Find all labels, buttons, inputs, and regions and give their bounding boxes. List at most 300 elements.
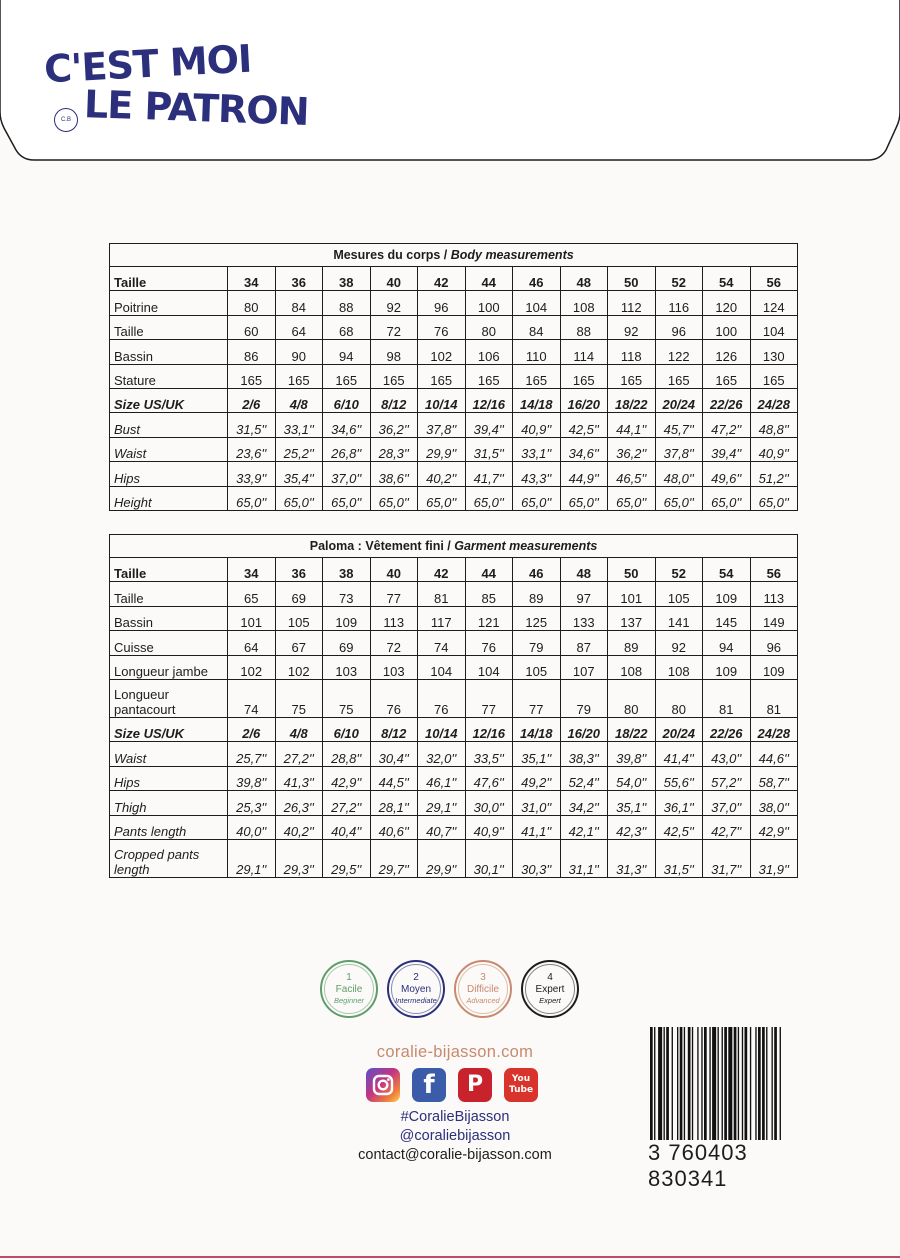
table-cell: 94: [703, 631, 751, 655]
table-cell: 33,1'': [275, 413, 323, 437]
table-cell: 47,2'': [703, 413, 751, 437]
table-cell: 29,9'': [418, 839, 466, 877]
table-cell: 118: [608, 340, 656, 364]
difficulty-level-badge: [320, 960, 378, 1018]
us-size-cell: 16/20: [560, 388, 608, 412]
table-cell: 89: [513, 582, 561, 606]
difficulty-level-en: Beginner: [333, 996, 365, 1005]
size-header-cell: 34: [228, 267, 276, 291]
table-cell: 74: [418, 631, 466, 655]
table-cell: 104: [513, 291, 561, 315]
us-size-cell: 20/24: [655, 388, 703, 412]
table-cell: 103: [323, 655, 371, 679]
table-cell: 37,0'': [703, 791, 751, 815]
instagram-glyph: [366, 1068, 400, 1102]
table-cell: 46,1'': [418, 766, 466, 790]
table-cell: 165: [608, 364, 656, 388]
table-cell: 141: [655, 606, 703, 630]
table-cell: 38,6'': [370, 462, 418, 486]
table-cell: 102: [228, 655, 276, 679]
row-label: Size US/UK: [110, 717, 228, 741]
table-cell: 89: [608, 631, 656, 655]
us-size-cell: 14/18: [513, 388, 561, 412]
table-cell: 109: [323, 606, 371, 630]
table-cell: 46,5'': [608, 462, 656, 486]
table-cell: 27,2'': [323, 791, 371, 815]
table-row: [110, 655, 798, 679]
size-header-cell: 48: [560, 267, 608, 291]
table-cell: 41,1'': [513, 815, 561, 839]
pinterest-icon[interactable]: P: [458, 1068, 492, 1102]
table-cell: 109: [750, 655, 798, 679]
table-cell: 28,3'': [370, 437, 418, 461]
table-cell: 57,2'': [703, 766, 751, 790]
table-cell: 165: [370, 364, 418, 388]
table-cell: 33,1'': [513, 437, 561, 461]
garment-measurements-table: [109, 534, 798, 878]
difficulty-level-n: 4: [547, 972, 553, 983]
table-cell: 31,3'': [608, 839, 656, 877]
table-cell: 80: [655, 679, 703, 717]
table-cell: 36,2'': [608, 437, 656, 461]
table-cell: 31,7'': [703, 839, 751, 877]
table-cell: 60: [228, 315, 276, 339]
barcode-bar: [688, 1027, 691, 1145]
table-cell: 38,0'': [750, 791, 798, 815]
difficulty-level-en: Intermediate: [395, 996, 437, 1005]
table-row: [110, 315, 798, 339]
table-cell: 38,3'': [560, 742, 608, 766]
difficulty-level-badge: [521, 960, 579, 1018]
table-cell: 39,8'': [608, 742, 656, 766]
table-cell: 101: [228, 606, 276, 630]
table-cell: 96: [655, 315, 703, 339]
table-cell: 30,0'': [465, 791, 513, 815]
table-cell: 29,1'': [228, 839, 276, 877]
table-cell: 25,2'': [275, 437, 323, 461]
table-cell: 105: [513, 655, 561, 679]
table-cell: 42,9'': [323, 766, 371, 790]
table-cell: 114: [560, 340, 608, 364]
us-size-cell: 24/28: [750, 388, 798, 412]
table-cell: 81: [418, 582, 466, 606]
barcode-bar: [712, 1027, 716, 1145]
table-cell: 64: [228, 631, 276, 655]
table-cell: 65,0'': [655, 486, 703, 510]
size-header-cell: 50: [608, 267, 656, 291]
table-cell: 80: [465, 315, 513, 339]
table-cell: 31,1'': [560, 839, 608, 877]
table-cell: 35,4'': [275, 462, 323, 486]
table-cell: 36,1'': [655, 791, 703, 815]
table-cell: 108: [608, 655, 656, 679]
size-header-cell: 42: [418, 558, 466, 582]
table-cell: 39,4'': [703, 437, 751, 461]
table-cell: 43,3'': [513, 462, 561, 486]
table-cell: 65,0'': [228, 486, 276, 510]
table-cell: 43,0'': [703, 742, 751, 766]
difficulty-level-n: 3: [480, 972, 486, 983]
row-label: Longueur jambe: [110, 655, 228, 679]
table-cell: 26,8'': [323, 437, 371, 461]
barcode-bar: [758, 1027, 761, 1145]
table-cell: 28,8'': [323, 742, 371, 766]
table-cell: 41,4'': [655, 742, 703, 766]
barcode-bar: [701, 1027, 702, 1145]
table-cell: 42,5'': [560, 413, 608, 437]
row-label: Bust: [110, 413, 228, 437]
table-cell: 68: [323, 315, 371, 339]
table-cell: 102: [275, 655, 323, 679]
table-cell: 130: [750, 340, 798, 364]
table-cell: 29,9'': [418, 437, 466, 461]
table-cell: 72: [370, 315, 418, 339]
table-row: [110, 437, 798, 461]
size-header-cell: 46: [513, 558, 561, 582]
us-size-cell: 14/18: [513, 717, 561, 741]
table-cell: 40,4'': [323, 815, 371, 839]
table-cell: 165: [275, 364, 323, 388]
table-cell: 125: [513, 606, 561, 630]
size-header-cell: 44: [465, 558, 513, 582]
email-link[interactable]: contact@coralie-bijasson.com: [358, 1147, 552, 1163]
table-cell: 26,3'': [275, 791, 323, 815]
table-cell: 77: [513, 679, 561, 717]
table-cell: 41,7'': [465, 462, 513, 486]
difficulty-level-n: 2: [413, 972, 419, 983]
row-label: Taille: [110, 582, 228, 606]
table-cell: 96: [750, 631, 798, 655]
table-cell: 36,2'': [370, 413, 418, 437]
size-header-cell: 52: [655, 267, 703, 291]
table-cell: 40,6'': [370, 815, 418, 839]
table-cell: 52,4'': [560, 766, 608, 790]
barcode-bar: [766, 1027, 767, 1145]
table-cell: 108: [655, 655, 703, 679]
table-cell: 65: [228, 582, 276, 606]
table-cell: 81: [750, 679, 798, 717]
table-cell: 79: [513, 631, 561, 655]
size-header-cell: 38: [323, 558, 371, 582]
row-label: Cropped pants length: [110, 839, 228, 877]
table-cell: 65,0'': [370, 486, 418, 510]
handle-text[interactable]: @coraliebijasson: [399, 1128, 511, 1144]
difficulty-level-fr: Facile: [335, 984, 363, 995]
table-cell: 29,5'': [323, 839, 371, 877]
size-header-cell: 36: [275, 558, 323, 582]
table-cell: 31,0'': [513, 791, 561, 815]
table-row: [110, 486, 798, 510]
row-label: Hips: [110, 766, 228, 790]
us-size-cell: 24/28: [750, 717, 798, 741]
table-cell: 112: [608, 291, 656, 315]
table-row: [110, 606, 798, 630]
table-cell: 30,3'': [513, 839, 561, 877]
table-cell: 49,6'': [703, 462, 751, 486]
size-header-cell: 36: [275, 267, 323, 291]
website-link[interactable]: coralie-bijasson.com: [376, 1043, 534, 1061]
social-icons: [366, 1068, 546, 1104]
table-row: [110, 631, 798, 655]
row-label: Waist: [110, 742, 228, 766]
table-cell: 105: [275, 606, 323, 630]
table-cell: 77: [370, 582, 418, 606]
table-cell: 113: [750, 582, 798, 606]
table-row: [110, 815, 798, 839]
us-size-cell: 4/8: [275, 388, 323, 412]
size-header-row: [110, 267, 798, 291]
table-cell: 137: [608, 606, 656, 630]
table-cell: 31,5'': [228, 413, 276, 437]
table-cell: 47,6'': [465, 766, 513, 790]
table-cell: 40,2'': [275, 815, 323, 839]
table-cell: 27,2'': [275, 742, 323, 766]
us-size-cell: 18/22: [608, 717, 656, 741]
table-cell: 44,5'': [370, 766, 418, 790]
difficulty-levels: [320, 960, 590, 1024]
table-cell: 165: [703, 364, 751, 388]
table-cell: 40,0'': [228, 815, 276, 839]
table-cell: 86: [228, 340, 276, 364]
difficulty-level-fr: Expert: [535, 984, 565, 995]
table-cell: 23,6'': [228, 437, 276, 461]
table-cell: 165: [513, 364, 561, 388]
barcode-bar: [672, 1027, 673, 1145]
table-cell: 81: [703, 679, 751, 717]
table-cell: 75: [323, 679, 371, 717]
table-cell: 80: [228, 291, 276, 315]
table-cell: 76: [418, 679, 466, 717]
table-title-fr: Paloma : Vêtement fini /: [309, 539, 455, 553]
table-cell: 75: [275, 679, 323, 717]
table-cell: 33,9'': [228, 462, 276, 486]
table-cell: 65,0'': [275, 486, 323, 510]
barcode-bar: [697, 1027, 698, 1145]
table-row: [110, 413, 798, 437]
size-header-cell: 34: [228, 558, 276, 582]
instagram-icon[interactable]: [366, 1068, 400, 1102]
table-title-row: [110, 244, 798, 267]
row-label: Taille: [110, 267, 228, 291]
table-cell: 165: [228, 364, 276, 388]
table-cell: 92: [608, 315, 656, 339]
table-cell: 122: [655, 340, 703, 364]
table-row: [110, 791, 798, 815]
difficulty-level-badge: [454, 960, 512, 1018]
barcode-bar: [658, 1027, 662, 1145]
table-cell: 76: [418, 315, 466, 339]
us-size-cell: 10/14: [418, 388, 466, 412]
table-cell: 79: [560, 679, 608, 717]
size-header-cell: 54: [703, 267, 751, 291]
row-label: Bassin: [110, 340, 228, 364]
size-header-cell: 48: [560, 558, 608, 582]
table-cell: 37,0'': [323, 462, 371, 486]
table-cell: 116: [655, 291, 703, 315]
barcode-bar: [680, 1027, 683, 1145]
logo-line-1: C'EST MOI: [42, 36, 253, 92]
table-cell: 51,2'': [750, 462, 798, 486]
row-label: Thigh: [110, 791, 228, 815]
table-cell: 31,5'': [655, 839, 703, 877]
brand-logo: [40, 36, 310, 140]
table-cell: 65,0'': [703, 486, 751, 510]
table-cell: 67: [275, 631, 323, 655]
barcode-bar: [709, 1027, 710, 1145]
facebook-icon[interactable]: f: [412, 1068, 446, 1102]
us-size-cell: 18/22: [608, 388, 656, 412]
us-size-cell: 4/8: [275, 717, 323, 741]
row-label: Taille: [110, 315, 228, 339]
table-cell: 42,1'': [560, 815, 608, 839]
table-cell: 104: [418, 655, 466, 679]
difficulty-level-en: Advanced: [466, 996, 500, 1005]
table-cell: 29,3'': [275, 839, 323, 877]
table-cell: 40,9'': [513, 413, 561, 437]
table-row: [110, 679, 798, 717]
table-cell: 110: [513, 340, 561, 364]
table-cell: 85: [465, 582, 513, 606]
table-row: [110, 340, 798, 364]
table-cell: 117: [418, 606, 466, 630]
table-cell: 165: [465, 364, 513, 388]
table-cell: 34,6'': [560, 437, 608, 461]
difficulty-level-en: Expert: [539, 996, 561, 1005]
size-header-cell: 52: [655, 558, 703, 582]
barcode-bar: [692, 1027, 693, 1145]
table-cell: 31,9'': [750, 839, 798, 877]
table-cell: 49,2'': [513, 766, 561, 790]
hashtag-text: #CoralieBijasson: [400, 1109, 510, 1125]
table-cell: 88: [323, 291, 371, 315]
table-title-en: Garment measurements: [454, 539, 598, 553]
table-cell: 165: [560, 364, 608, 388]
table-cell: 109: [703, 582, 751, 606]
table-cell: 34,6'': [323, 413, 371, 437]
table-row: [110, 742, 798, 766]
table-cell: 44,6'': [750, 742, 798, 766]
table-cell: 124: [750, 291, 798, 315]
table-cell: 92: [655, 631, 703, 655]
table-cell: 44,9'': [560, 462, 608, 486]
table-cell: 42,9'': [750, 815, 798, 839]
barcode-bar: [745, 1027, 748, 1145]
table-cell: 39,4'': [465, 413, 513, 437]
difficulty-level-fr: Difficile: [466, 984, 500, 995]
barcode-bar: [738, 1027, 739, 1145]
table-cell: 40,9'': [750, 437, 798, 461]
table-cell: 35,1'': [608, 791, 656, 815]
barcode-bar: [742, 1027, 743, 1145]
table-cell: 77: [465, 679, 513, 717]
table-cell: 92: [370, 291, 418, 315]
table-title-en: Body measurements: [450, 248, 574, 262]
table-cell: 64: [275, 315, 323, 339]
table-cell: 29,1'': [418, 791, 466, 815]
youtube-icon[interactable]: You Tube: [504, 1068, 538, 1102]
table-row: [110, 766, 798, 790]
us-size-cell: 16/20: [560, 717, 608, 741]
size-header-cell: 38: [323, 267, 371, 291]
barcode-bar: [664, 1027, 665, 1145]
table-title: [110, 535, 798, 558]
table-cell: 41,3'': [275, 766, 323, 790]
table-cell: 165: [750, 364, 798, 388]
body-measurements-table: [109, 243, 798, 511]
table-cell: 32,0'': [418, 742, 466, 766]
table-cell: 69: [323, 631, 371, 655]
table-cell: 96: [418, 291, 466, 315]
table-cell: 29,7'': [370, 839, 418, 877]
table-cell: 104: [750, 315, 798, 339]
us-size-cell: 2/6: [228, 717, 276, 741]
table-cell: 58,7'': [750, 766, 798, 790]
table-cell: 25,7'': [228, 742, 276, 766]
barcode-bar: [666, 1027, 669, 1145]
table-cell: 55,6'': [655, 766, 703, 790]
table-cell: 48,0'': [655, 462, 703, 486]
table-cell: 165: [323, 364, 371, 388]
table-cell: 34,2'': [560, 791, 608, 815]
size-header-cell: 40: [370, 558, 418, 582]
table-cell: 84: [513, 315, 561, 339]
us-size-cell: 2/6: [228, 388, 276, 412]
table-cell: 54,0'': [608, 766, 656, 790]
table-cell: 88: [560, 315, 608, 339]
us-size-cell: 8/12: [370, 388, 418, 412]
size-header-cell: 56: [750, 558, 798, 582]
table-cell: 42,5'': [655, 815, 703, 839]
table-cell: 65,0'': [750, 486, 798, 510]
table-cell: 97: [560, 582, 608, 606]
us-size-row: [110, 717, 798, 741]
table-cell: 76: [370, 679, 418, 717]
size-header-cell: 42: [418, 267, 466, 291]
row-label: Pants length: [110, 815, 228, 839]
table-cell: 105: [655, 582, 703, 606]
difficulty-level-n: 1: [346, 972, 352, 983]
table-cell: 121: [465, 606, 513, 630]
us-size-row: [110, 388, 798, 412]
table-cell: 165: [418, 364, 466, 388]
row-label: Cuisse: [110, 631, 228, 655]
us-size-cell: 12/16: [465, 388, 513, 412]
barcode-bar: [774, 1027, 777, 1145]
table-cell: 69: [275, 582, 323, 606]
row-label: Longueur pantacourt: [110, 679, 228, 717]
us-size-cell: 22/26: [703, 717, 751, 741]
row-label: Bassin: [110, 606, 228, 630]
table-cell: 102: [418, 340, 466, 364]
us-size-cell: 12/16: [465, 717, 513, 741]
table-cell: 98: [370, 340, 418, 364]
us-size-cell: 22/26: [703, 388, 751, 412]
table-row: [110, 364, 798, 388]
table-cell: 80: [608, 679, 656, 717]
us-size-cell: 8/12: [370, 717, 418, 741]
barcode-number: 3 760403 830341: [648, 1140, 824, 1192]
barcode-bar: [728, 1027, 732, 1145]
row-label: Hips: [110, 462, 228, 486]
table-cell: 37,8'': [418, 413, 466, 437]
barcode-bar: [755, 1027, 756, 1145]
table-cell: 108: [560, 291, 608, 315]
table-cell: 33,5'': [465, 742, 513, 766]
size-header-cell: 54: [703, 558, 751, 582]
table-cell: 65,0'': [465, 486, 513, 510]
table-cell: 65,0'': [323, 486, 371, 510]
size-header-cell: 46: [513, 267, 561, 291]
